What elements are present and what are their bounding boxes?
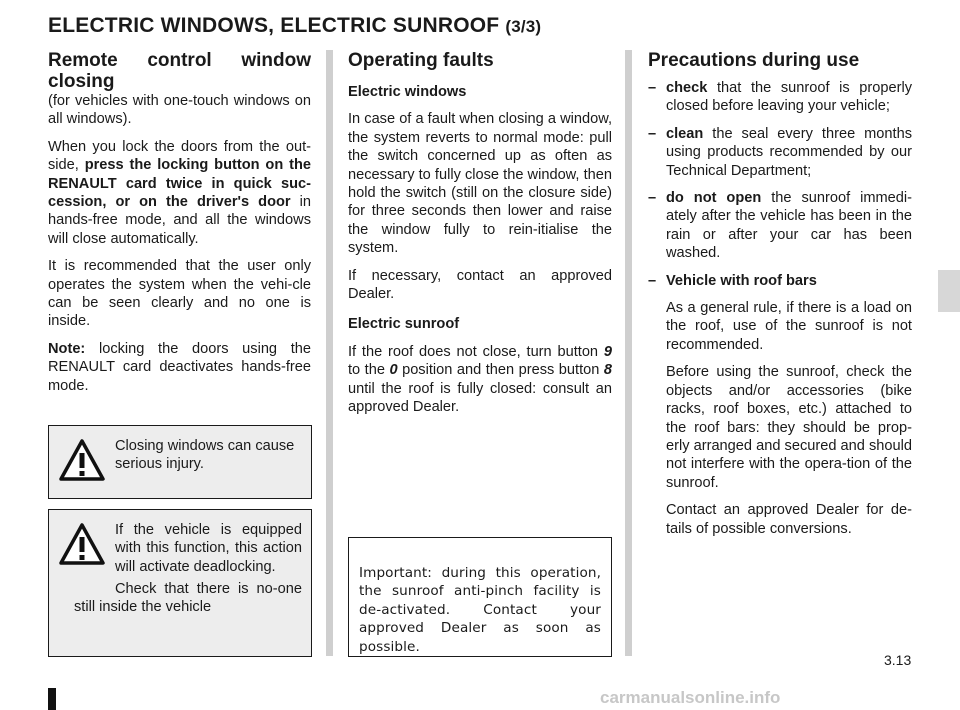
warning-triangle-icon (58, 438, 106, 482)
roof-bars-paragraph-1: As a general rule, if there is a load on the roof, use of the sunroof is not recommended. (666, 300, 912, 353)
list-keyword: check (666, 80, 708, 96)
list-keyword: clean (666, 125, 704, 142)
list-keyword: Vehicle with roof bars (666, 272, 817, 289)
warning-text-closing (115, 437, 303, 482)
operating-faults-heading: Operating faults (348, 50, 494, 71)
section-tab (938, 270, 960, 312)
list-item (648, 125, 912, 180)
warning-text-deadlocking-2 (74, 580, 302, 625)
warning-deadlocking-text-1: If the vehicle is equipped with this function, this action will activate deadlocking. (115, 522, 302, 575)
note-text: locking the doors using the RENAULT card deactivates hands-free mode. (48, 340, 311, 394)
warning-deadlocking-text-2: Check that there is no-one still inside the vehicle (74, 581, 302, 616)
remote-closing-p1-bold: press the locking button on the RENAULT card twice in quick suc-cession, or on the driver's door (48, 157, 311, 211)
remote-closing-paragraph-1 (48, 138, 311, 248)
right-column (648, 50, 912, 547)
remote-closing-heading: Remote control window closing (48, 50, 311, 92)
contact-dealer-paragraph: If necessary, contact an approved Dealer. (348, 267, 612, 303)
remote-closing-p1-b: in hands-free mode, and all the windows will close automatically. (48, 194, 311, 247)
note-label: Note: (48, 340, 86, 357)
position-0-ref: 0 (389, 362, 398, 379)
remote-closing-p1-a: When you lock the doors from the out-side, (48, 138, 311, 174)
list-keyword: do not open (666, 190, 762, 207)
warning-box-closing (48, 425, 312, 499)
list-dash: – (648, 125, 657, 142)
button-8-ref: 8 (603, 362, 612, 379)
sunroof-p-e: until the roof is fully closed: consult an approved Dealer. (348, 380, 612, 416)
list-text: the seal every three months using products recommended by our Technical Department; (666, 125, 912, 179)
electric-windows-subheading: Electric windows (348, 84, 467, 100)
list-item (648, 79, 912, 116)
sunroof-p-c: to the (348, 362, 390, 379)
page-title (48, 14, 541, 38)
list-item (648, 272, 912, 290)
electric-windows-paragraph: In case of a fault when closing a window, the system reverts to normal mode: pull the switch concerned up as often as necessary to fully close the window, then hold the switch (still on the closure side) for three seconds then lower and raise the window fully to rein-itialise the system. (348, 111, 612, 257)
sunroof-p-a: If the roof does not close, turn button (348, 343, 604, 360)
list-dash: – (648, 272, 657, 289)
roof-bars-paragraph-2: Before using the sunroof, check the objects and/or accessories (bike racks, roof boxes, etc.) attached to the roof bars: they should be prop-erly arranged and secured and should not interfere with the opera-tion of the sunroof. (666, 364, 912, 491)
list-item (648, 189, 912, 263)
warning-closing-text: Closing windows can cause serious injury. (115, 438, 295, 473)
list-text: the sunroof immedi-ately after the vehicle has been in the rain or after your car has been washed. (666, 190, 912, 262)
sunroof-p-d: position and then press button (397, 362, 604, 379)
important-text: Important: during this operation, the sunroof anti-pinch facility is de-activated. Contact your approved Dealer as soon as possible. (359, 565, 601, 655)
warning-triangle-icon (58, 522, 106, 566)
warning-text-deadlocking-1 (115, 521, 302, 584)
list-text: that the sunroof is properly closed before leaving your vehicle; (666, 80, 912, 115)
remote-closing-paragraph-2: It is recommended that the user only operates the system when the vehi-cle can be seen clearly and no one is inside. (48, 258, 311, 330)
corner-mark (48, 688, 56, 710)
electric-sunroof-subheading: Electric sunroof (348, 316, 460, 333)
page-number: 3.13 (884, 652, 912, 668)
page-title-text: ELECTRIC WINDOWS, ELECTRIC SUNROOF (48, 14, 500, 37)
warning-box-deadlocking (48, 509, 312, 657)
roof-bars-paragraph-3: Contact an approved Dealer for de-tails of possible conversions. (666, 502, 912, 537)
electric-sunroof-paragraph (348, 343, 612, 417)
page-title-part: (3/3) (505, 17, 542, 36)
remote-closing-intro: (for vehicles with one-touch windows on all windows). (48, 93, 311, 128)
remote-closing-note (48, 340, 311, 395)
button-9-ref: 9 (603, 343, 612, 360)
precautions-heading: Precautions during use (648, 50, 860, 71)
list-dash: – (648, 80, 657, 96)
watermark: carmanualsonline.info (600, 688, 781, 707)
column-divider-right (625, 50, 632, 656)
important-box (348, 537, 612, 657)
list-dash: – (648, 190, 657, 207)
column-divider-left (326, 50, 333, 656)
middle-column (348, 50, 612, 426)
left-column (48, 50, 311, 404)
